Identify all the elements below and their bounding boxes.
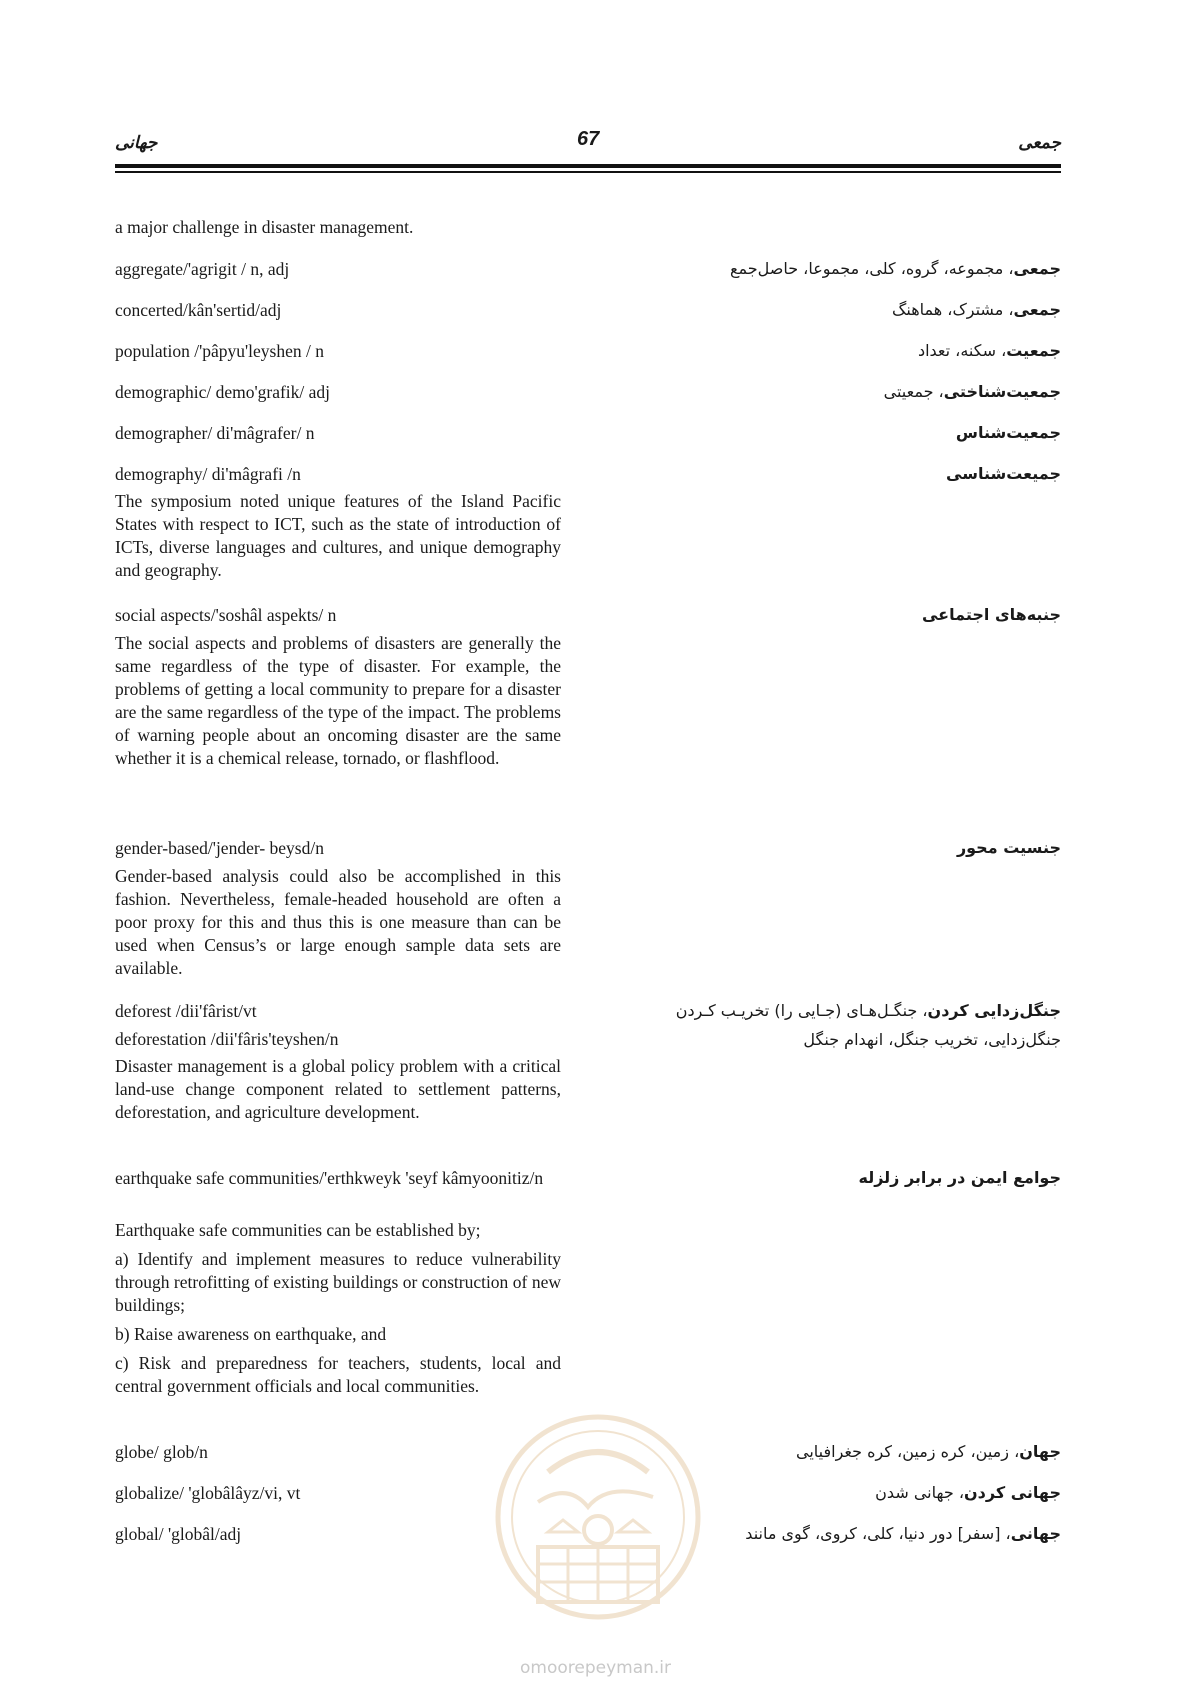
persian-headword: جنگل‌زدایی کردن	[927, 1001, 1061, 1020]
example-paragraph: The social aspects and problems of disasters are generally the same regardless of the type of disaster. For example, the problems of getting a local community to prepare for a disaster are the same regardless of the type of the impact. The problems of warning people about an oncoming disaster are the same whether it is a chemical release, tornado, or flashflood.	[115, 633, 561, 768]
persian-headword: جمعیت‌شناس	[955, 423, 1061, 442]
persian-headword: جهان	[1019, 1442, 1061, 1461]
english-term: demographic/ demo'grafik/ adj	[115, 382, 331, 402]
persian-definition: جنگل‌زدایی، تخریب جنگل، انهدام جنگل	[803, 1030, 1061, 1049]
example-paragraph: Disaster management is a global policy problem with a critical land-use change component related to settlement patterns, deforestation, and agriculture development.	[115, 1056, 561, 1122]
list-item: a) Identify and implement measures to reduce vulnerability through retrofitting of existing buildings or construction of new buildings;	[115, 1249, 561, 1315]
header-rule-thin	[115, 171, 1061, 173]
persian-term	[591, 418, 1061, 448]
persian-definition: ، سکنه، تعداد	[917, 341, 1007, 360]
example-paragraph: The symposium noted unique features of the Island Pacific States with respect to ICT, such as the state of introduction of ICTs, diverse languages and cultures, and unique demography and geography.	[115, 491, 561, 580]
persian-headword: جهانی کردن	[964, 1483, 1061, 1502]
persian-term	[591, 295, 1061, 325]
persian-term	[591, 336, 1061, 366]
persian-term	[591, 254, 1061, 284]
persian-headword: جنسیت محور	[956, 838, 1061, 857]
persian-headword: جهانی	[1010, 1524, 1061, 1543]
english-term: global/ 'globâl/adj	[115, 1524, 242, 1544]
persian-term	[591, 600, 1061, 630]
page-number: 67	[577, 128, 600, 150]
page-header	[115, 128, 1061, 168]
english-term: demography/ di'mâgrafi /n	[115, 464, 301, 484]
list-item: b) Raise awareness on earthquake, and	[115, 1324, 387, 1344]
persian-definition: ، مشترک، هماهنگ	[892, 300, 1014, 319]
persian-headword: جمعی	[1013, 300, 1061, 319]
english-term: globalize/ 'globâlâyz/vi, vt	[115, 1483, 301, 1503]
english-term: earthquake safe communities/'erthkweyk 'seyf kâmyoonitiz/n	[115, 1168, 544, 1188]
list-item: c) Risk and preparedness for teachers, students, local and central government officials and local communities.	[115, 1353, 561, 1396]
watermark-url: omoorepeyman.ir	[519, 1658, 672, 1678]
persian-term	[591, 459, 1061, 489]
english-term: demographer/ di'mâgrafer/ n	[115, 423, 315, 443]
persian-definition: ، [سفر] دور دنیا، کلی، کروی، گوی مانند	[745, 1524, 1011, 1543]
example-paragraph: Earthquake safe communities can be established by;	[115, 1220, 481, 1240]
persian-headword: جمعیت	[1006, 341, 1061, 360]
english-term: globe/ glob/n	[115, 1442, 208, 1462]
persian-headword: جمعیت‌شناختی	[943, 382, 1061, 401]
english-text: a major challenge in disaster management.	[115, 217, 414, 237]
persian-definition: ، جهانی شدن	[875, 1483, 964, 1502]
persian-term	[591, 1025, 1061, 1055]
english-term: deforest /dii'fârist/vt	[115, 1001, 257, 1021]
persian-headword: جوامع ایمن در برابر زلزله	[858, 1168, 1061, 1187]
running-head-right: جمعی	[1018, 133, 1061, 153]
persian-term	[591, 377, 1061, 407]
persian-definition: ، جنگـل‌هـای (جـایی را) تخریـب کـردن	[675, 1001, 928, 1020]
persian-headword: جمیعت‌شناسی	[946, 464, 1061, 483]
english-term: concerted/kân'sertid/adj	[115, 300, 282, 320]
english-term: gender-based/'jender- beysd/n	[115, 838, 324, 858]
persian-definition: ، زمین، کره زمین، کره جغرافیایی	[796, 1442, 1020, 1461]
persian-term	[591, 1163, 1061, 1193]
persian-term	[591, 833, 1061, 863]
example-paragraph: Gender-based analysis could also be accomplished in this fashion. Nevertheless, female-headed household are often a poor proxy for this and thus this is one measure than can be used when Census’s or large enough sample data sets are available.	[115, 866, 561, 978]
english-term: aggregate/'agrigit / n, adj	[115, 259, 290, 279]
persian-term	[591, 996, 1061, 1026]
header-rule-thick	[115, 164, 1061, 168]
persian-definition: ، جمعیتی	[883, 382, 944, 401]
english-term: social aspects/'soshâl aspekts/ n	[115, 605, 337, 625]
persian-headword: جمعی	[1013, 259, 1061, 278]
english-term: population /'pâpyu'leyshen / n	[115, 341, 324, 361]
persian-headword: جنبه‌های اجتماعی	[921, 605, 1061, 624]
english-term: deforestation /dii'fâris'teyshen/n	[115, 1029, 339, 1049]
watermark-seal-icon	[478, 1412, 718, 1642]
running-head-left: جهانی	[115, 133, 158, 153]
persian-definition: ، مجموعه، گروه، کلی، مجموعا، حاصل‌جمع	[729, 259, 1014, 278]
